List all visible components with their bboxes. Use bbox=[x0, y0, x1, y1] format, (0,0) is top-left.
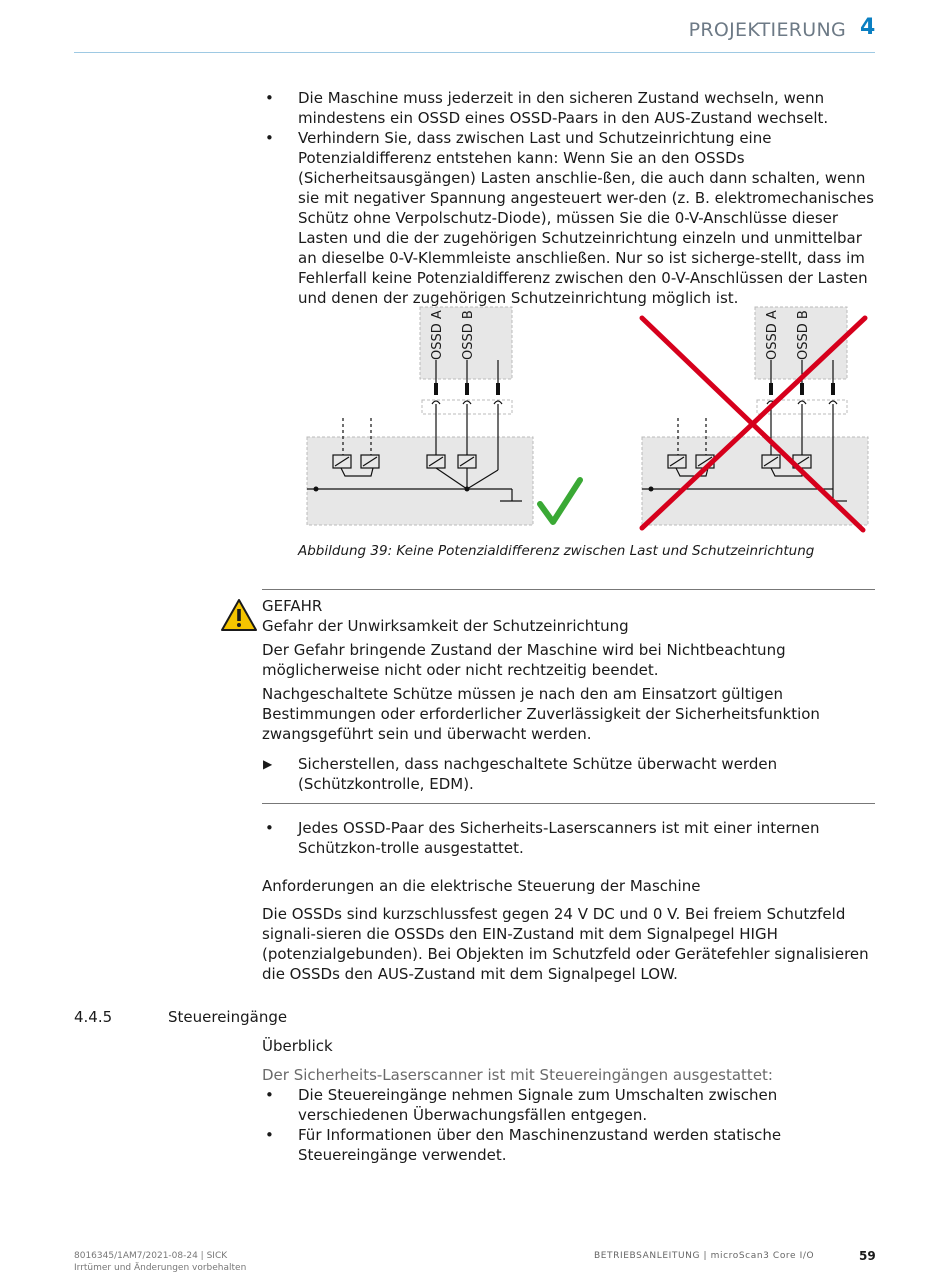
danger-paragraph: Nachgeschaltete Schütze müssen je nach den am Einsatzort gültigen Bestimmungen oder erforderlicher Zuverlässigkeit der Sicherheitsfunktion zwangsgeführt sein und überwacht werden. bbox=[262, 685, 820, 743]
ossd-b-label: OSSD B bbox=[461, 310, 476, 360]
wiring-figure bbox=[300, 300, 875, 540]
footer-left bbox=[74, 1250, 246, 1274]
ossd-a-label: OSSD A bbox=[430, 310, 445, 360]
bullet-text: Jedes OSSD-Paar des Sicherheits-Laserscanners ist mit einer internen Schützkon-trolle ausgestattet. bbox=[298, 819, 820, 857]
correct-wiring-diagram bbox=[307, 307, 580, 525]
bullet-text: Verhindern Sie, dass zwischen Last und Schutzeinrichtung eine Potenzialdifferenz entstehen kann: Wenn Sie an den OSSDs (Sicherheitsausgängen) Lasten anschlie-ßen, die auch dann schalten, wenn sie mit negativer Spannung angesteuert wer-den (z. B. elektromechanisches Schütz ohne Verpolschutz-Diode), müssen Sie die 0-V-Anschlüsse dieser Lasten und die der zugehörigen Schutzeinrichtung einzeln und unmittelbar an dieselbe 0-V-Klemmleiste anschließen. Nur so ist sicherge-stellt, dass im Fehlerfall keine Potenzialdifferenz zwischen den 0-V-Anschlüssen der Lasten und denen der zugehörigen Schutzeinrichtung möglich ist. bbox=[298, 129, 874, 307]
footer-note: Irrtümer und Änderungen vorbehalten bbox=[74, 1263, 247, 1273]
bullet-text: Die Maschine muss jederzeit in den sicheren Zustand wechseln, wenn mindestens ein OSSD eines OSSD-Paars in den AUS-Zustand wechselt. bbox=[298, 89, 829, 127]
bullet-marker: • bbox=[265, 819, 274, 837]
danger-title: GEFAHR bbox=[262, 597, 323, 615]
ossd-a-label: OSSD A bbox=[765, 310, 780, 360]
bullet-text: Für Informationen über den Maschinenzustand werden statische Steuereingänge verwendet. bbox=[298, 1126, 782, 1164]
section-subheading: Überblick bbox=[262, 1037, 333, 1055]
section-title: Steuereingänge bbox=[168, 1008, 288, 1026]
checkmark-icon bbox=[540, 480, 580, 522]
header-divider bbox=[74, 52, 875, 53]
bullet-marker: • bbox=[265, 1126, 274, 1144]
danger-bottom-rule bbox=[262, 803, 875, 804]
chapter-number: 4 bbox=[860, 15, 876, 40]
bullet-marker: • bbox=[265, 129, 274, 147]
bullet-marker: • bbox=[265, 89, 274, 107]
requirements-heading: Anforderungen an die elektrische Steuerung der Maschine bbox=[262, 877, 701, 895]
bullet-marker: • bbox=[265, 1086, 274, 1104]
ossd-b-label: OSSD B bbox=[796, 310, 811, 360]
section-number: 4.4.5 bbox=[74, 1008, 113, 1026]
requirements-text: Die OSSDs sind kurzschlussfest gegen 24 V DC und 0 V. Bei freiem Schutzfeld signali-sieren die OSSDs den EIN-Zustand mit dem Signalpegel HIGH (potenzialgebunden). Bei Objekten im Schutzfeld oder Gerätefehler signalisieren die OSSDs den AUS-Zustand mit dem Signalpegel LOW. bbox=[262, 905, 869, 983]
danger-action: Sicherstellen, dass nachgeschaltete Schütze überwacht werden (Schützkontrolle, EDM). bbox=[298, 755, 778, 793]
warning-triangle-icon bbox=[220, 598, 258, 632]
running-header-title: PROJEKTIERUNG bbox=[688, 19, 846, 41]
danger-paragraph: Der Gefahr bringende Zustand der Maschine wird bei Nichtbeachtung möglicherweise nicht oder nicht rechtzeitig beendet. bbox=[262, 641, 786, 679]
footer-manual-title: BETRIEBSANLEITUNG | microScan3 Core I/O bbox=[594, 1251, 815, 1261]
section-intro: Der Sicherheits-Laserscanner ist mit Steuereingängen ausgestattet: bbox=[262, 1066, 773, 1084]
figure-caption: Abbildung 39: Keine Potenzialdifferenz zwischen Last und Schutzeinrichtung bbox=[298, 543, 815, 559]
footer-doc-id: 8016345/1AM7/2021-08-24 | SICK bbox=[74, 1251, 228, 1261]
danger-subtitle: Gefahr der Unwirksamkeit der Schutzeinrichtung bbox=[262, 617, 629, 635]
action-arrow-icon: ▶ bbox=[263, 757, 273, 771]
incorrect-wiring-diagram bbox=[642, 307, 868, 530]
page-number: 59 bbox=[859, 1249, 876, 1263]
danger-top-rule bbox=[262, 589, 875, 590]
bullet-text: Die Steuereingänge nehmen Signale zum Umschalten zwischen verschiedenen Überwachungsfällen entgegen. bbox=[298, 1086, 778, 1124]
